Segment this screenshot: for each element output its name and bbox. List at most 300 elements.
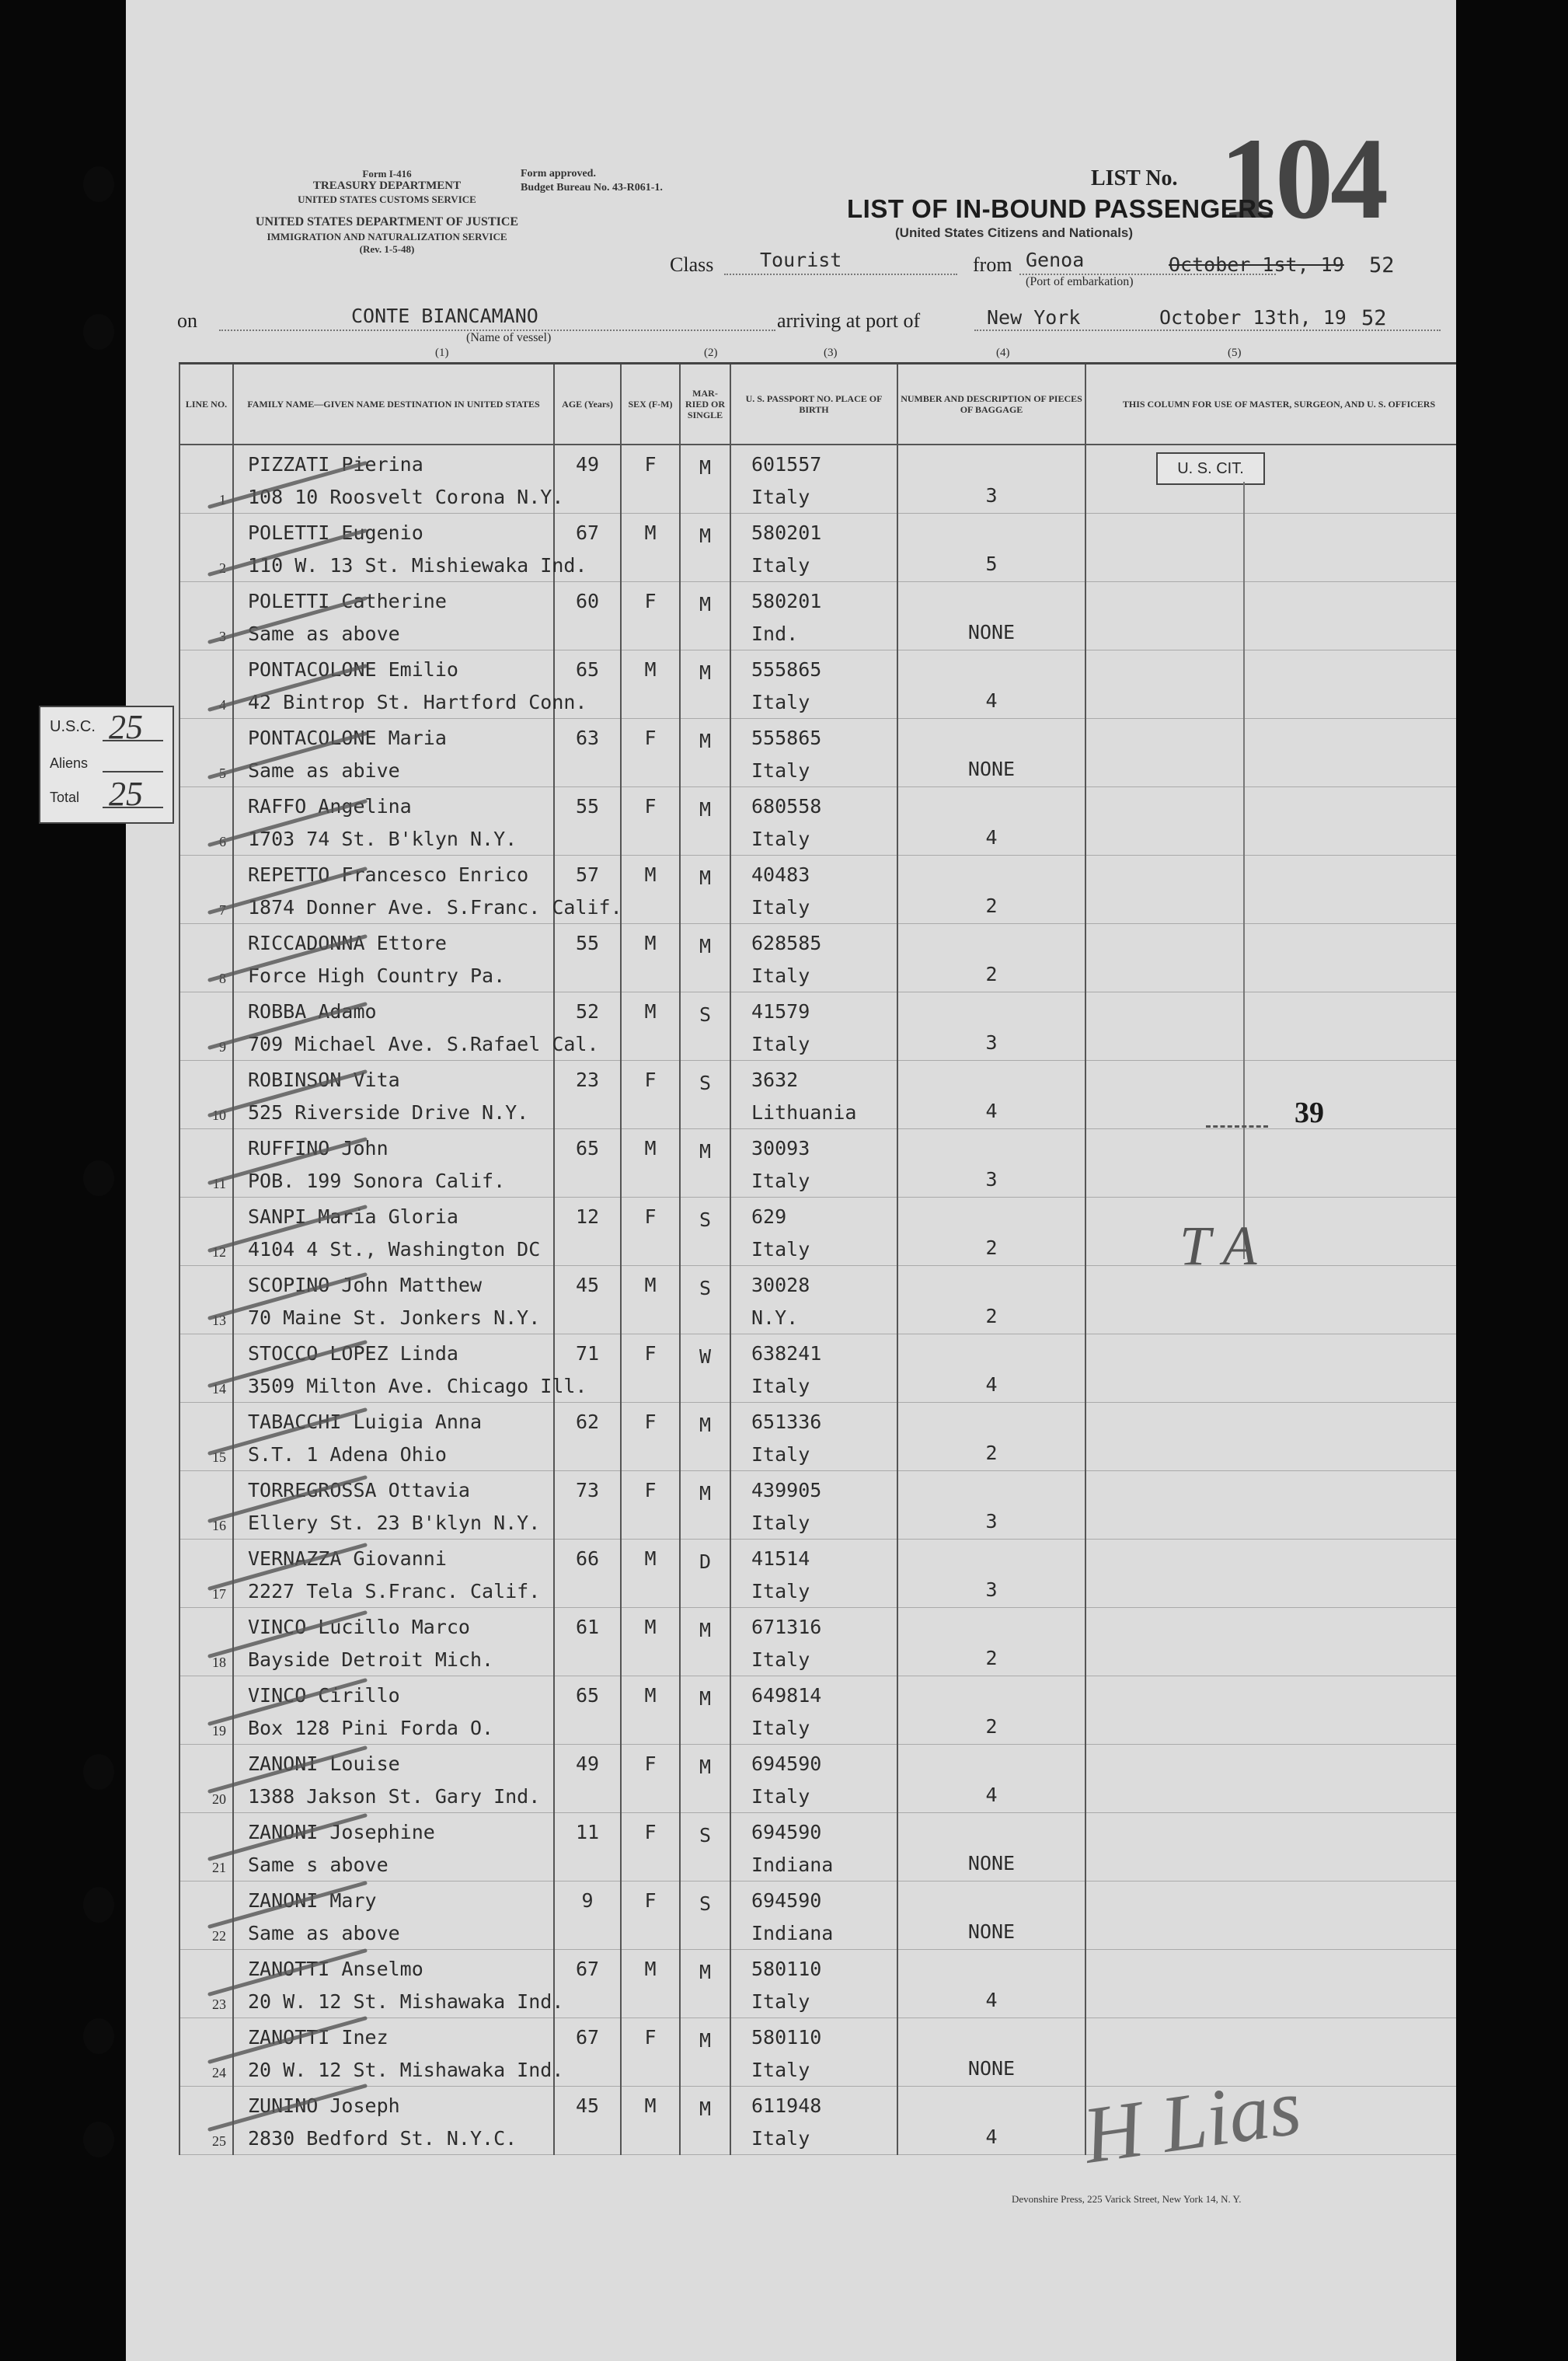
treasury-dept: TREASURY DEPARTMENT [312, 180, 462, 192]
list-number: 104 [1220, 114, 1385, 243]
age: 65 [575, 1137, 600, 1160]
sex: F [644, 1889, 657, 1912]
destination: 1874 Donner Ave. S.Franc. Calif. [248, 896, 622, 919]
officer-cell [1085, 1540, 1456, 1608]
passport-number: 694590 [751, 1889, 822, 1912]
baggage-count: 2 [985, 1305, 998, 1327]
officer-cell [1085, 1471, 1456, 1540]
sex: F [644, 1821, 657, 1843]
table-row [179, 1403, 1456, 1471]
destination: S.T. 1 Adena Ohio [248, 1443, 447, 1466]
age: 9 [581, 1889, 594, 1912]
baggage-count: 3 [985, 1510, 998, 1533]
baggage-count: 3 [985, 484, 998, 507]
passenger-name: ROBINSON Vita [248, 1069, 400, 1091]
place-of-birth: Italy [751, 896, 810, 919]
officer-cell [1085, 1950, 1456, 2018]
destination: 4104 4 St., Washington DC [248, 1238, 541, 1261]
marital-status: M [699, 525, 712, 547]
destination: Same as above [248, 1922, 400, 1944]
destination: 70 Maine St. Jonkers N.Y. [248, 1306, 541, 1329]
baggage-count: 2 [985, 963, 998, 985]
place-of-birth: Indiana [751, 1922, 834, 1944]
line-number: 5 [219, 765, 226, 781]
table-row [179, 992, 1456, 1061]
arrival-port: New York [987, 306, 1081, 329]
table-row [179, 1334, 1456, 1403]
marital-status: M [699, 1961, 712, 1983]
table-row [179, 1198, 1456, 1266]
officer-cell [1085, 445, 1456, 514]
binder-hole [83, 1887, 114, 1923]
officer-cell [1085, 1676, 1456, 1745]
officer-cell [1085, 1813, 1456, 1881]
passport-number: 40483 [751, 863, 810, 886]
form-title: LIST OF IN-BOUND PASSENGERS [847, 194, 1275, 223]
place-of-birth: Italy [751, 1375, 810, 1397]
age: 66 [575, 1547, 600, 1570]
passenger-name: VINCO Lucillo Marco [248, 1616, 470, 1638]
officer-cell [1085, 1198, 1456, 1266]
officer-cell [1085, 582, 1456, 650]
officer-number: 39 [1294, 1097, 1324, 1129]
total-underline [103, 807, 163, 808]
sex: F [644, 1205, 657, 1228]
age: 45 [575, 1274, 600, 1296]
destination: Box 128 Pini Forda O. [248, 1717, 494, 1739]
officer-cell [1085, 924, 1456, 992]
from-label: from [973, 253, 1012, 276]
vessel-caption: (Name of vessel) [466, 331, 552, 344]
age: 67 [575, 1958, 600, 1980]
line-number: 24 [212, 2065, 226, 2080]
marital-status: M [699, 730, 712, 752]
place-of-birth: Italy [751, 964, 810, 987]
marital-status: M [699, 2098, 712, 2120]
destination: 20 W. 12 St. Mishawaka Ind. [248, 1990, 564, 2013]
baggage-count: 2 [985, 1715, 998, 1738]
destination: POB. 199 Sonora Calif. [248, 1170, 506, 1192]
passport-number: 580110 [751, 1958, 822, 1980]
arrival-year: 52 [1361, 306, 1387, 330]
passport-number: 580201 [751, 521, 822, 544]
age: 61 [575, 1616, 600, 1638]
place-of-birth: Italy [751, 1580, 810, 1602]
line-number: 7 [219, 902, 226, 918]
line-number: 4 [219, 697, 226, 713]
passenger-name: RICCADONNA Ettore [248, 932, 447, 954]
sex: M [644, 521, 657, 544]
place-of-birth: Italy [751, 1512, 810, 1534]
sex: M [644, 1616, 657, 1638]
sex: F [644, 1479, 657, 1501]
place-of-birth: Italy [751, 1717, 810, 1739]
baggage-count: 2 [985, 895, 998, 917]
line-number: 18 [212, 1655, 226, 1670]
passenger-table [179, 362, 1456, 2155]
header-name: FAMILY NAME—GIVEN NAME DESTINATION IN UNITED STATES [233, 364, 554, 445]
aliens-label: Aliens [50, 755, 89, 771]
vessel-name: CONTE BIANCAMANO [351, 305, 538, 327]
marital-status: S [699, 1824, 712, 1847]
line-number: 21 [212, 1860, 226, 1875]
sex: M [644, 1000, 657, 1023]
table-row [179, 1266, 1456, 1334]
dash-mark [1206, 1125, 1268, 1128]
baggage-count: 4 [985, 826, 998, 849]
marital-status: M [699, 1414, 712, 1436]
marital-status: S [699, 1277, 712, 1299]
age: 65 [575, 1684, 600, 1707]
form-subtitle: (United States Citizens and Nationals) [895, 225, 1134, 240]
place-of-birth: Italy [751, 1443, 810, 1466]
list-label: LIST No. [1091, 166, 1178, 190]
passport-number: 611948 [751, 2094, 822, 2117]
baggage-count: 5 [985, 553, 998, 575]
table-row [179, 787, 1456, 856]
sex: F [644, 1342, 657, 1365]
header-married: MAR-RIED OR SINGLE [680, 364, 730, 445]
baggage-count: NONE [967, 758, 1016, 780]
line-number: 6 [219, 834, 226, 849]
baggage-count: NONE [967, 621, 1016, 643]
officer-initials: T A [1179, 1215, 1257, 1277]
passport-number: 41579 [751, 1000, 810, 1023]
embarkation-caption: (Port of embarkation) [1026, 275, 1134, 288]
passenger-name: TORREGROSSA Ottavia [248, 1479, 470, 1501]
ins-service: IMMIGRATION AND NATURALIZATION SERVICE [267, 231, 507, 242]
line-number: 23 [212, 1997, 226, 2012]
line-number: 22 [212, 1928, 226, 1944]
baggage-count: 3 [985, 1168, 998, 1191]
sex: M [644, 863, 657, 886]
handwritten-signature: H Lias [1078, 2062, 1306, 2181]
passport-number: 41514 [751, 1547, 810, 1570]
passenger-name: ZANOTTI Inez [248, 2026, 389, 2049]
baggage-count: 3 [985, 1578, 998, 1601]
age: 55 [575, 795, 600, 818]
header-baggage: NUMBER AND DESCRIPTION OF PIECES OF BAGGAGE [897, 364, 1085, 445]
passport-number: 680558 [751, 795, 822, 818]
place-of-birth: Indiana [751, 1854, 834, 1876]
destination: 3509 Milton Ave. Chicago Ill. [248, 1375, 587, 1397]
passport-number: 439905 [751, 1479, 822, 1501]
table-row [179, 1129, 1456, 1198]
sex: M [644, 932, 657, 954]
line-number: 3 [219, 629, 226, 644]
table-row [179, 1061, 1456, 1129]
officer-cell [1085, 1129, 1456, 1198]
tally-stamp [39, 706, 174, 824]
marital-status: M [699, 798, 712, 821]
place-of-birth: Italy [751, 759, 810, 782]
officer-column-line [1243, 482, 1245, 1259]
passport-number: 601557 [751, 453, 822, 476]
from-value: Genoa [1026, 249, 1085, 271]
marital-status: S [699, 1003, 712, 1026]
baggage-count: 4 [985, 1373, 998, 1396]
passport-number: 694590 [751, 1752, 822, 1775]
form-number: Form I-416 [362, 168, 412, 180]
passport-number: 580110 [751, 2026, 822, 2049]
line-number: 15 [212, 1449, 226, 1465]
passenger-name: ROBBA Adamo [248, 1000, 377, 1023]
column-number: (1) [435, 347, 449, 359]
departure-date: October 1st, 19 [1169, 253, 1344, 276]
age: 23 [575, 1069, 600, 1091]
place-of-birth: Italy [751, 1033, 810, 1055]
sex: M [644, 1958, 657, 1980]
table-row [179, 582, 1456, 650]
line-number: 13 [212, 1313, 226, 1328]
sex: F [644, 1069, 657, 1091]
binder-hole [83, 2122, 114, 2157]
marital-status: M [699, 1619, 712, 1641]
marital-status: M [699, 1140, 712, 1163]
revision-date: (Rev. 1-5-48) [359, 243, 415, 255]
place-of-birth: Italy [751, 1990, 810, 2013]
baggage-count: NONE [967, 2057, 1016, 2080]
header-passport: U. S. PASSPORT NO. PLACE OF BIRTH [730, 364, 897, 445]
passenger-name: POLETTI Catherine [248, 590, 447, 612]
table-row [179, 1881, 1456, 1950]
passenger-name: POLETTI Eugenio [248, 521, 423, 544]
passenger-name: ZANONI Louise [248, 1752, 400, 1775]
passport-number: 651336 [751, 1411, 822, 1433]
destination: 108 10 Roosvelt Corona N.Y. [248, 486, 564, 508]
place-of-birth: Lithuania [751, 1101, 857, 1124]
usc-underline [103, 740, 163, 741]
passport-number: 629 [751, 1205, 787, 1228]
baggage-count: 4 [985, 1989, 998, 2011]
destination: 2227 Tela S.Franc. Calif. [248, 1580, 541, 1602]
passenger-name: PONTACOLONE Maria [248, 727, 447, 749]
sex: M [644, 1547, 657, 1570]
sex: M [644, 1684, 657, 1707]
passport-number: 3632 [751, 1069, 799, 1091]
place-of-birth: Italy [751, 1648, 810, 1671]
table-row [179, 719, 1456, 787]
marital-status: M [699, 1687, 712, 1710]
age: 52 [575, 1000, 600, 1023]
sex: F [644, 795, 657, 818]
place-of-birth: Italy [751, 1785, 810, 1808]
class-label: Class [670, 253, 714, 276]
usc-value: 25 [109, 708, 143, 746]
destination: Same as above [248, 623, 400, 645]
age: 71 [575, 1342, 600, 1365]
place-of-birth: Italy [751, 691, 810, 713]
marital-status: D [699, 1550, 712, 1573]
line-number: 12 [212, 1244, 226, 1260]
age: 49 [575, 1752, 600, 1775]
sex: F [644, 1752, 657, 1775]
binder-hole [83, 1160, 114, 1196]
header-line-no: LINE NO. [179, 364, 233, 445]
passport-number: 555865 [751, 658, 822, 681]
baggage-count: NONE [967, 1920, 1016, 1943]
table-row [179, 1813, 1456, 1881]
marital-status: S [699, 1892, 712, 1915]
total-value: 25 [109, 775, 143, 813]
passport-number: 638241 [751, 1342, 822, 1365]
budget-bureau: Budget Bureau No. 43-R061-1. [521, 182, 663, 194]
age: 60 [575, 590, 600, 612]
marital-status: S [699, 1208, 712, 1231]
passport-number: 649814 [751, 1684, 822, 1707]
sex: M [644, 658, 657, 681]
baggage-count: 4 [985, 1784, 998, 1806]
line-number: 17 [212, 1586, 226, 1602]
sex: F [644, 590, 657, 612]
marital-status: M [699, 935, 712, 957]
baggage-count: 4 [985, 1100, 998, 1122]
baggage-count: 4 [985, 2126, 998, 2148]
passenger-name: RUFFINO John [248, 1137, 389, 1160]
column-number: (4) [996, 347, 1010, 359]
passport-number: 580201 [751, 590, 822, 612]
destination: Same s above [248, 1854, 389, 1876]
table-row [179, 1471, 1456, 1540]
age: 45 [575, 2094, 600, 2117]
binder-hole [83, 314, 114, 350]
officer-cell [1085, 514, 1456, 582]
line-number: 8 [219, 971, 226, 986]
header-sex: SEX (F-M) [621, 364, 680, 445]
baggage-count: 3 [985, 1031, 998, 1054]
age: 55 [575, 932, 600, 954]
officer-cell [1085, 1745, 1456, 1813]
table-row [179, 924, 1456, 992]
passenger-name: STOCCO LOPEZ Linda [248, 1342, 458, 1365]
binder-hole [83, 166, 114, 202]
marital-status: M [699, 2029, 712, 2052]
passport-number: 671316 [751, 1616, 822, 1638]
customs-service: UNITED STATES CUSTOMS SERVICE [298, 194, 476, 205]
line-number: 9 [219, 1039, 226, 1055]
us-citizen-stamp: U. S. CIT. [1156, 452, 1265, 485]
table-row [179, 1950, 1456, 2018]
destination: Force High Country Pa. [248, 964, 506, 987]
destination: 42 Bintrop St. Hartford Conn. [248, 691, 587, 713]
printer-imprint: Devonshire Press, 225 Varick Street, New York 14, N. Y. [1012, 2193, 1242, 2205]
age: 11 [575, 1821, 600, 1843]
passenger-name: RAFFO Angelina [248, 795, 412, 818]
passport-number: 30093 [751, 1137, 810, 1160]
marital-status: M [699, 456, 712, 479]
passenger-name: ZANONI Josephine [248, 1821, 435, 1843]
marital-status: W [699, 1345, 712, 1368]
column-number: (5) [1228, 347, 1242, 359]
baggage-count: 2 [985, 1236, 998, 1259]
age: 49 [575, 453, 600, 476]
marital-status: S [699, 1072, 712, 1094]
line-number: 10 [212, 1107, 226, 1123]
baggage-count: 2 [985, 1647, 998, 1669]
destination: 709 Michael Ave. S.Rafael Cal. [248, 1033, 599, 1055]
line-number: 14 [212, 1381, 226, 1397]
line-number: 19 [212, 1723, 226, 1738]
passenger-name: ZANOTTI Anselmo [248, 1958, 423, 1980]
sex: M [644, 1274, 657, 1296]
passenger-name: VINCO Cirillo [248, 1684, 400, 1707]
place-of-birth: Italy [751, 2127, 810, 2150]
officer-cell [1085, 1403, 1456, 1471]
age: 73 [575, 1479, 600, 1501]
age: 62 [575, 1411, 600, 1433]
total-label: Total [50, 790, 80, 805]
destination: Bayside Detroit Mich. [248, 1648, 494, 1671]
destination: 1388 Jakson St. Gary Ind. [248, 1785, 541, 1808]
line-number: 11 [212, 1176, 226, 1191]
age: 57 [575, 863, 600, 886]
destination: 2830 Bedford St. N.Y.C. [248, 2127, 517, 2150]
age: 67 [575, 2026, 600, 2049]
passenger-name: REPETTO Francesco Enrico [248, 863, 529, 886]
officer-cell [1085, 1061, 1456, 1129]
departure-year: 52 [1369, 253, 1395, 277]
form-approved: Form approved. [521, 168, 596, 180]
header-officers: THIS COLUMN FOR USE OF MASTER, SURGEON, AND U. S. OFFICERS [1085, 364, 1456, 445]
age: 67 [575, 521, 600, 544]
marital-status: M [699, 593, 712, 616]
passenger-name: TABACCHI Luigia Anna [248, 1411, 483, 1433]
passenger-name: SANPI Maria Gloria [248, 1205, 458, 1228]
place-of-birth: Italy [751, 1170, 810, 1192]
sex: F [644, 453, 657, 476]
officer-cell [1085, 719, 1456, 787]
sex: M [644, 1137, 657, 1160]
officer-cell [1085, 992, 1456, 1061]
sex: F [644, 2026, 657, 2049]
age: 65 [575, 658, 600, 681]
place-of-birth: Ind. [751, 623, 799, 645]
officer-cell [1085, 1266, 1456, 1334]
officer-cell [1085, 1881, 1456, 1950]
officer-cell [1085, 1608, 1456, 1676]
officer-cell [1085, 856, 1456, 924]
table-row [179, 1676, 1456, 1745]
marital-status: M [699, 1482, 712, 1505]
place-of-birth: Italy [751, 828, 810, 850]
table-row [179, 650, 1456, 719]
place-of-birth: N.Y. [751, 1306, 799, 1329]
usc-label: U.S.C. [50, 718, 96, 735]
marital-status: M [699, 661, 712, 684]
marital-status: M [699, 867, 712, 889]
binder-hole [83, 2018, 114, 2054]
baggage-count: NONE [967, 1852, 1016, 1875]
place-of-birth: Italy [751, 1238, 810, 1261]
arriving-label: arriving at port of [777, 309, 921, 332]
officer-cell [1085, 1334, 1456, 1403]
destination: 1703 74 St. B'klyn N.Y. [248, 828, 517, 850]
destination: 20 W. 12 St. Mishawaka Ind. [248, 2059, 564, 2081]
on-label: on [177, 309, 197, 332]
line-number: 25 [212, 2133, 226, 2149]
age: 63 [575, 727, 600, 749]
table-row [179, 1745, 1456, 1813]
line-number: 16 [212, 1518, 226, 1533]
table-row [179, 1540, 1456, 1608]
manifest-sheet [126, 0, 1456, 2361]
passport-number: 555865 [751, 727, 822, 749]
passport-number: 628585 [751, 932, 822, 954]
table-row [179, 1608, 1456, 1676]
passport-number: 30028 [751, 1274, 810, 1296]
destination: Same as abive [248, 759, 400, 782]
binder-hole [83, 1754, 114, 1790]
